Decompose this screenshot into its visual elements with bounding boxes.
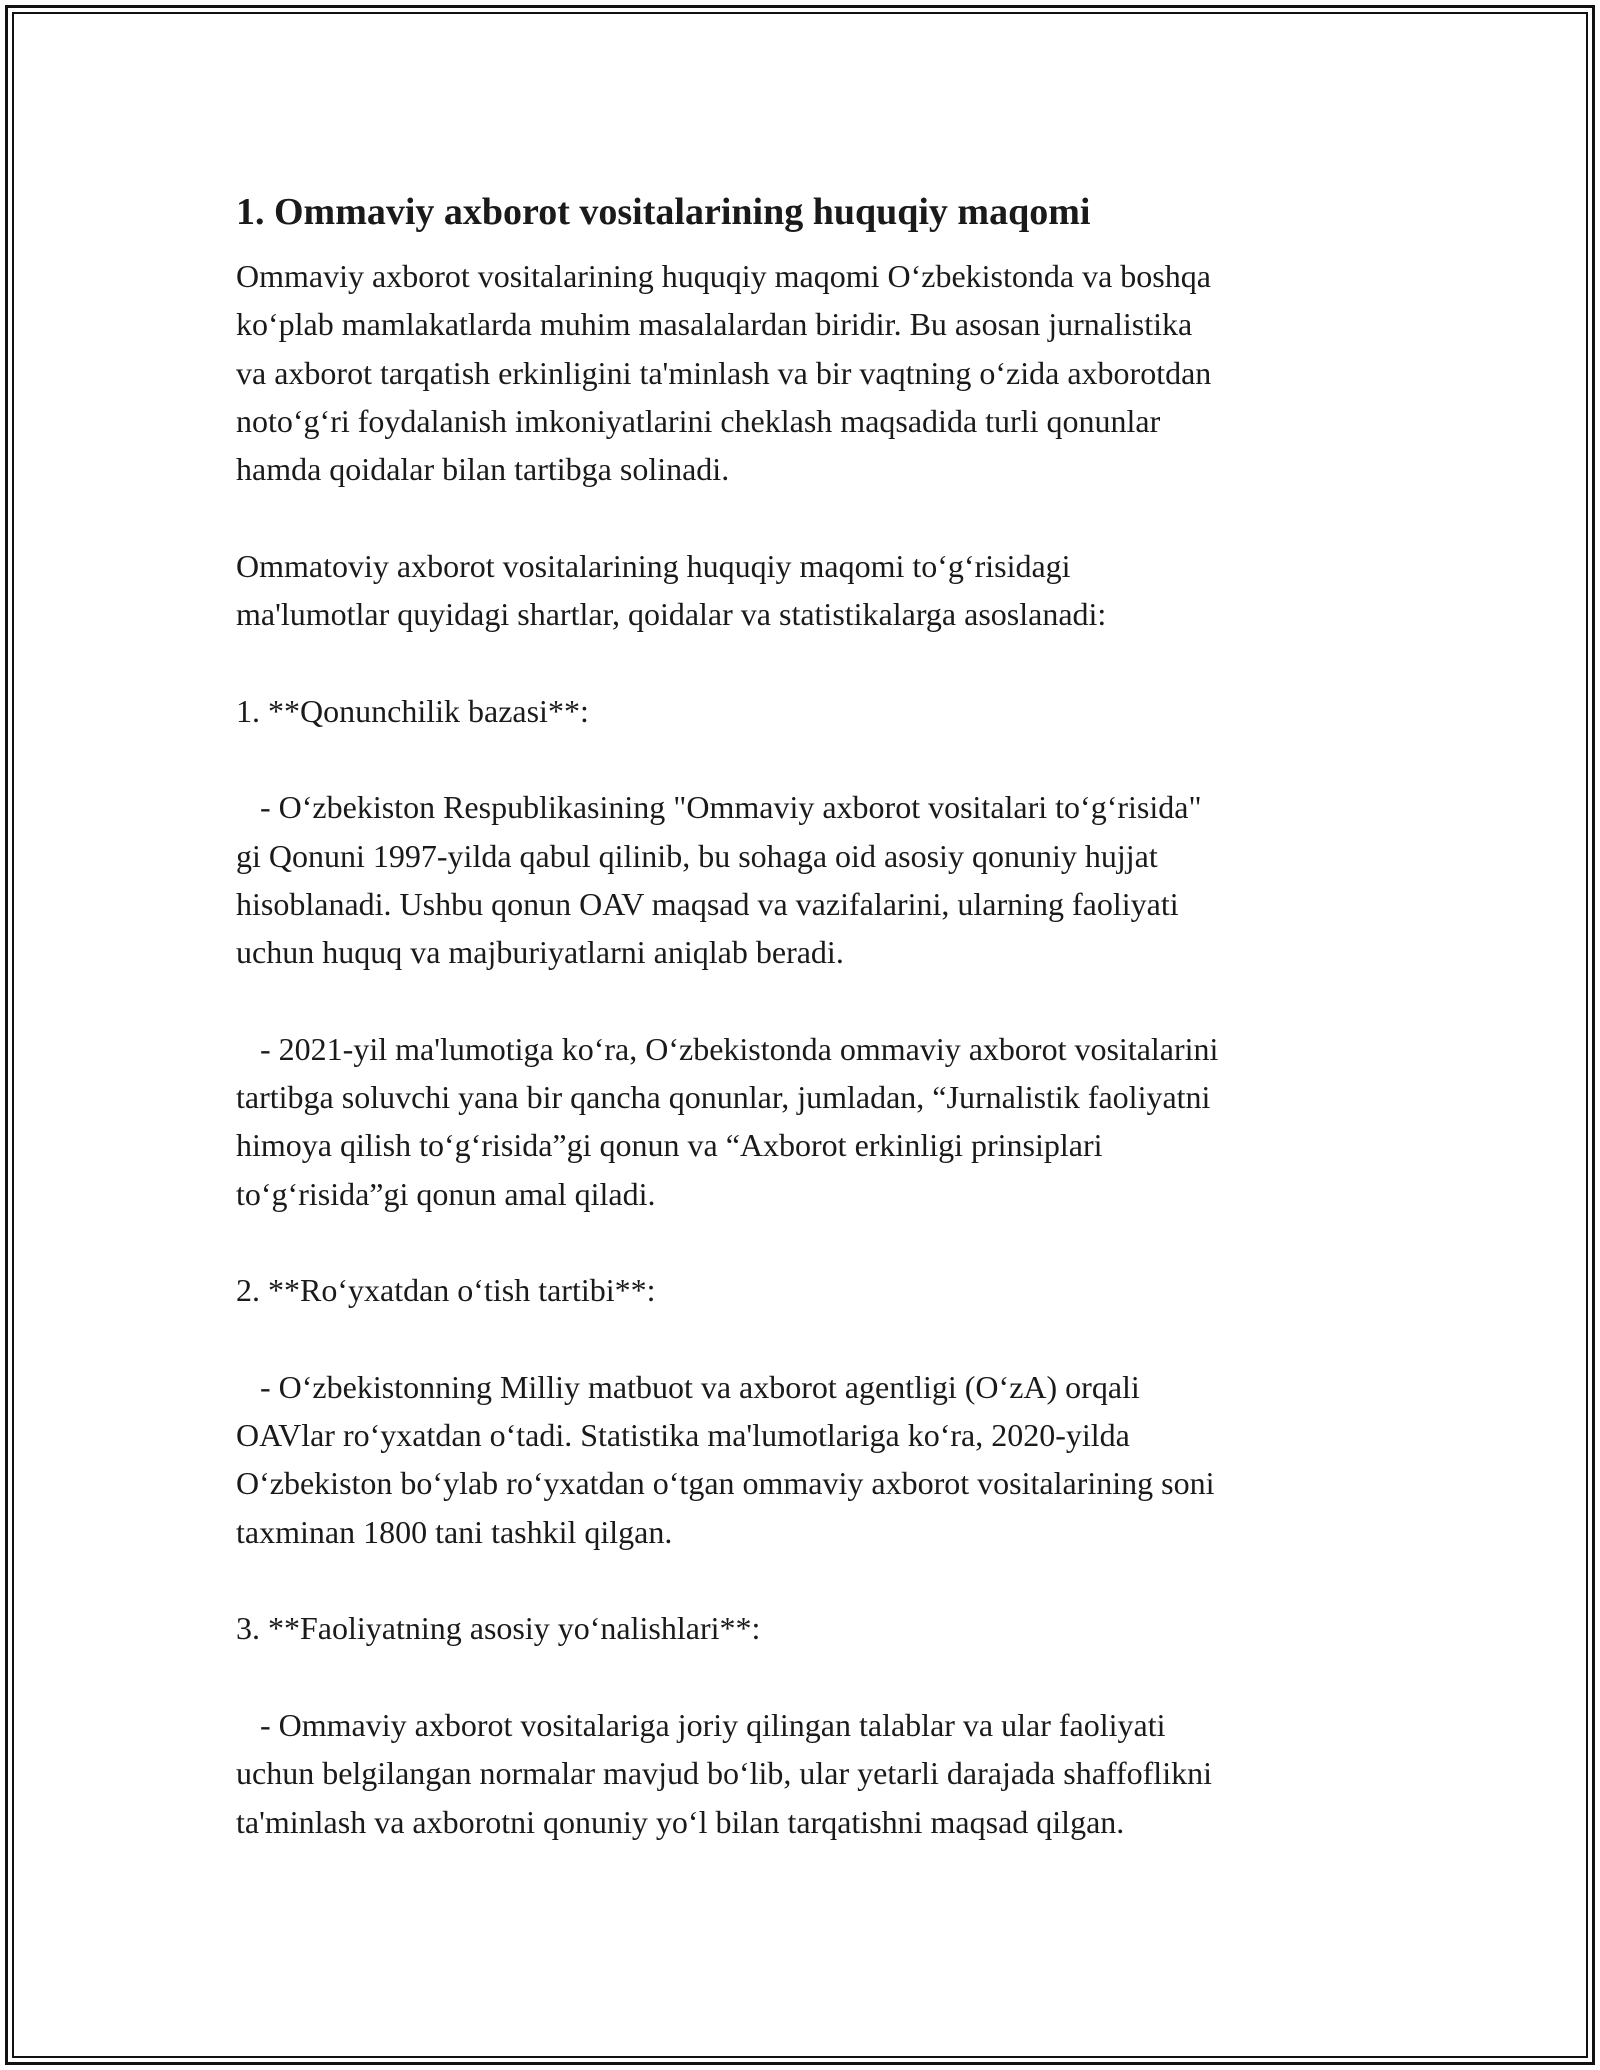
text-line: himoya qilish to‘g‘risida”gi qonun va “Axborot erkinligi prinsiplari — [236, 1127, 1103, 1164]
blank-line — [236, 735, 1386, 783]
text-line: taxminan 1800 tani tashkil qilgan. — [236, 1513, 673, 1550]
text-line: 1. **Qonunchilik bazasi**: — [236, 692, 589, 729]
text-line: ta'minlash va axborotni qonuniy yo‘l bilan tarqatishni maqsad qilgan. — [236, 1803, 1125, 1840]
text-line: va axborot tarqatish erkinligini ta'minlash va bir vaqtning o‘zida axborotdan — [236, 354, 1212, 391]
text-line: Ommaviy axborot vositalarining huquqiy maqomi O‘zbekistonda va boshqa — [236, 258, 1211, 294]
text-line: uchun huquq va majburiyatlarni aniqlab beradi. — [236, 934, 844, 971]
blank-line — [236, 976, 1386, 1024]
text-line: - 2021-yil ma'lumotiga ko‘ra, O‘zbekistonda ommaviy axborot vositalarini — [236, 1030, 1219, 1067]
blank-line — [236, 638, 1386, 686]
text-line: noto‘g‘ri foydalanish imkoniyatlarini cheklash maqsadida turli qonunlar — [236, 402, 1161, 439]
text-line: ma'lumotlar quyidagi shartlar, qoidalar va statistikalarga asoslanadi: — [236, 596, 1107, 633]
blank-line — [236, 1315, 1386, 1363]
text-line: - Ommaviy axborot vositalariga joriy qilingan talablar va ular faoliyati — [236, 1706, 1166, 1743]
text-line: O‘zbekiston bo‘ylab ro‘yxatdan o‘tgan ommaviy axborot vositalarining soni — [236, 1465, 1215, 1502]
blank-line — [236, 1218, 1386, 1266]
blank-line — [236, 1556, 1386, 1604]
blank-line — [236, 493, 1386, 541]
text-lines — [236, 252, 1386, 1846]
document-body — [236, 186, 1386, 1846]
text-line: ko‘plab mamlakatlarda muhim masalalardan biridir. Bu asosan jurnalistika — [236, 306, 1193, 343]
text-line: 2. **Ro‘yxatdan o‘tish tartibi**: — [236, 1272, 656, 1309]
blank-line — [236, 1653, 1386, 1701]
text-line: - O‘zbekistonning Milliy matbuot va axborot agentligi (O‘zA) orqali — [236, 1368, 1140, 1405]
text-line: to‘g‘risida”gi qonun amal qiladi. — [236, 1175, 656, 1212]
text-line: hamda qoidalar bilan tartibga solinadi. — [236, 451, 730, 488]
section-heading: 1. Ommaviy axborot vositalarining huquqiy maqomi — [236, 191, 1091, 233]
text-line: hisoblanadi. Ushbu qonun OAV maqsad va vazifalarini, ularning faoliyati — [236, 885, 1179, 922]
text-line: tartibga soluvchi yana bir qancha qonunlar, jumladan, “Jurnalistik faoliyatni — [236, 1079, 1211, 1116]
text-line: - O‘zbekiston Respublikasining "Ommaviy axborot vositalari to‘g‘risida" — [236, 789, 1202, 826]
text-line: uchun belgilangan normalar mavjud bo‘lib, ular yetarli darajada shaffoflikni — [236, 1755, 1212, 1792]
text-line: Ommatoviy axborot vositalarining huquqiy maqomi to‘g‘risidagi — [236, 547, 1071, 584]
text-line: 3. **Faoliyatning asosiy yo‘nalishlari**: — [236, 1610, 761, 1647]
text-line: OAVlar ro‘yxatdan o‘tadi. Statistika ma'lumotlariga ko‘ra, 2020-yilda — [236, 1417, 1130, 1454]
text-line: gi Qonuni 1997-yilda qabul qilinib, bu sohaga oid asosiy qonuniy hujjat — [236, 837, 1158, 874]
